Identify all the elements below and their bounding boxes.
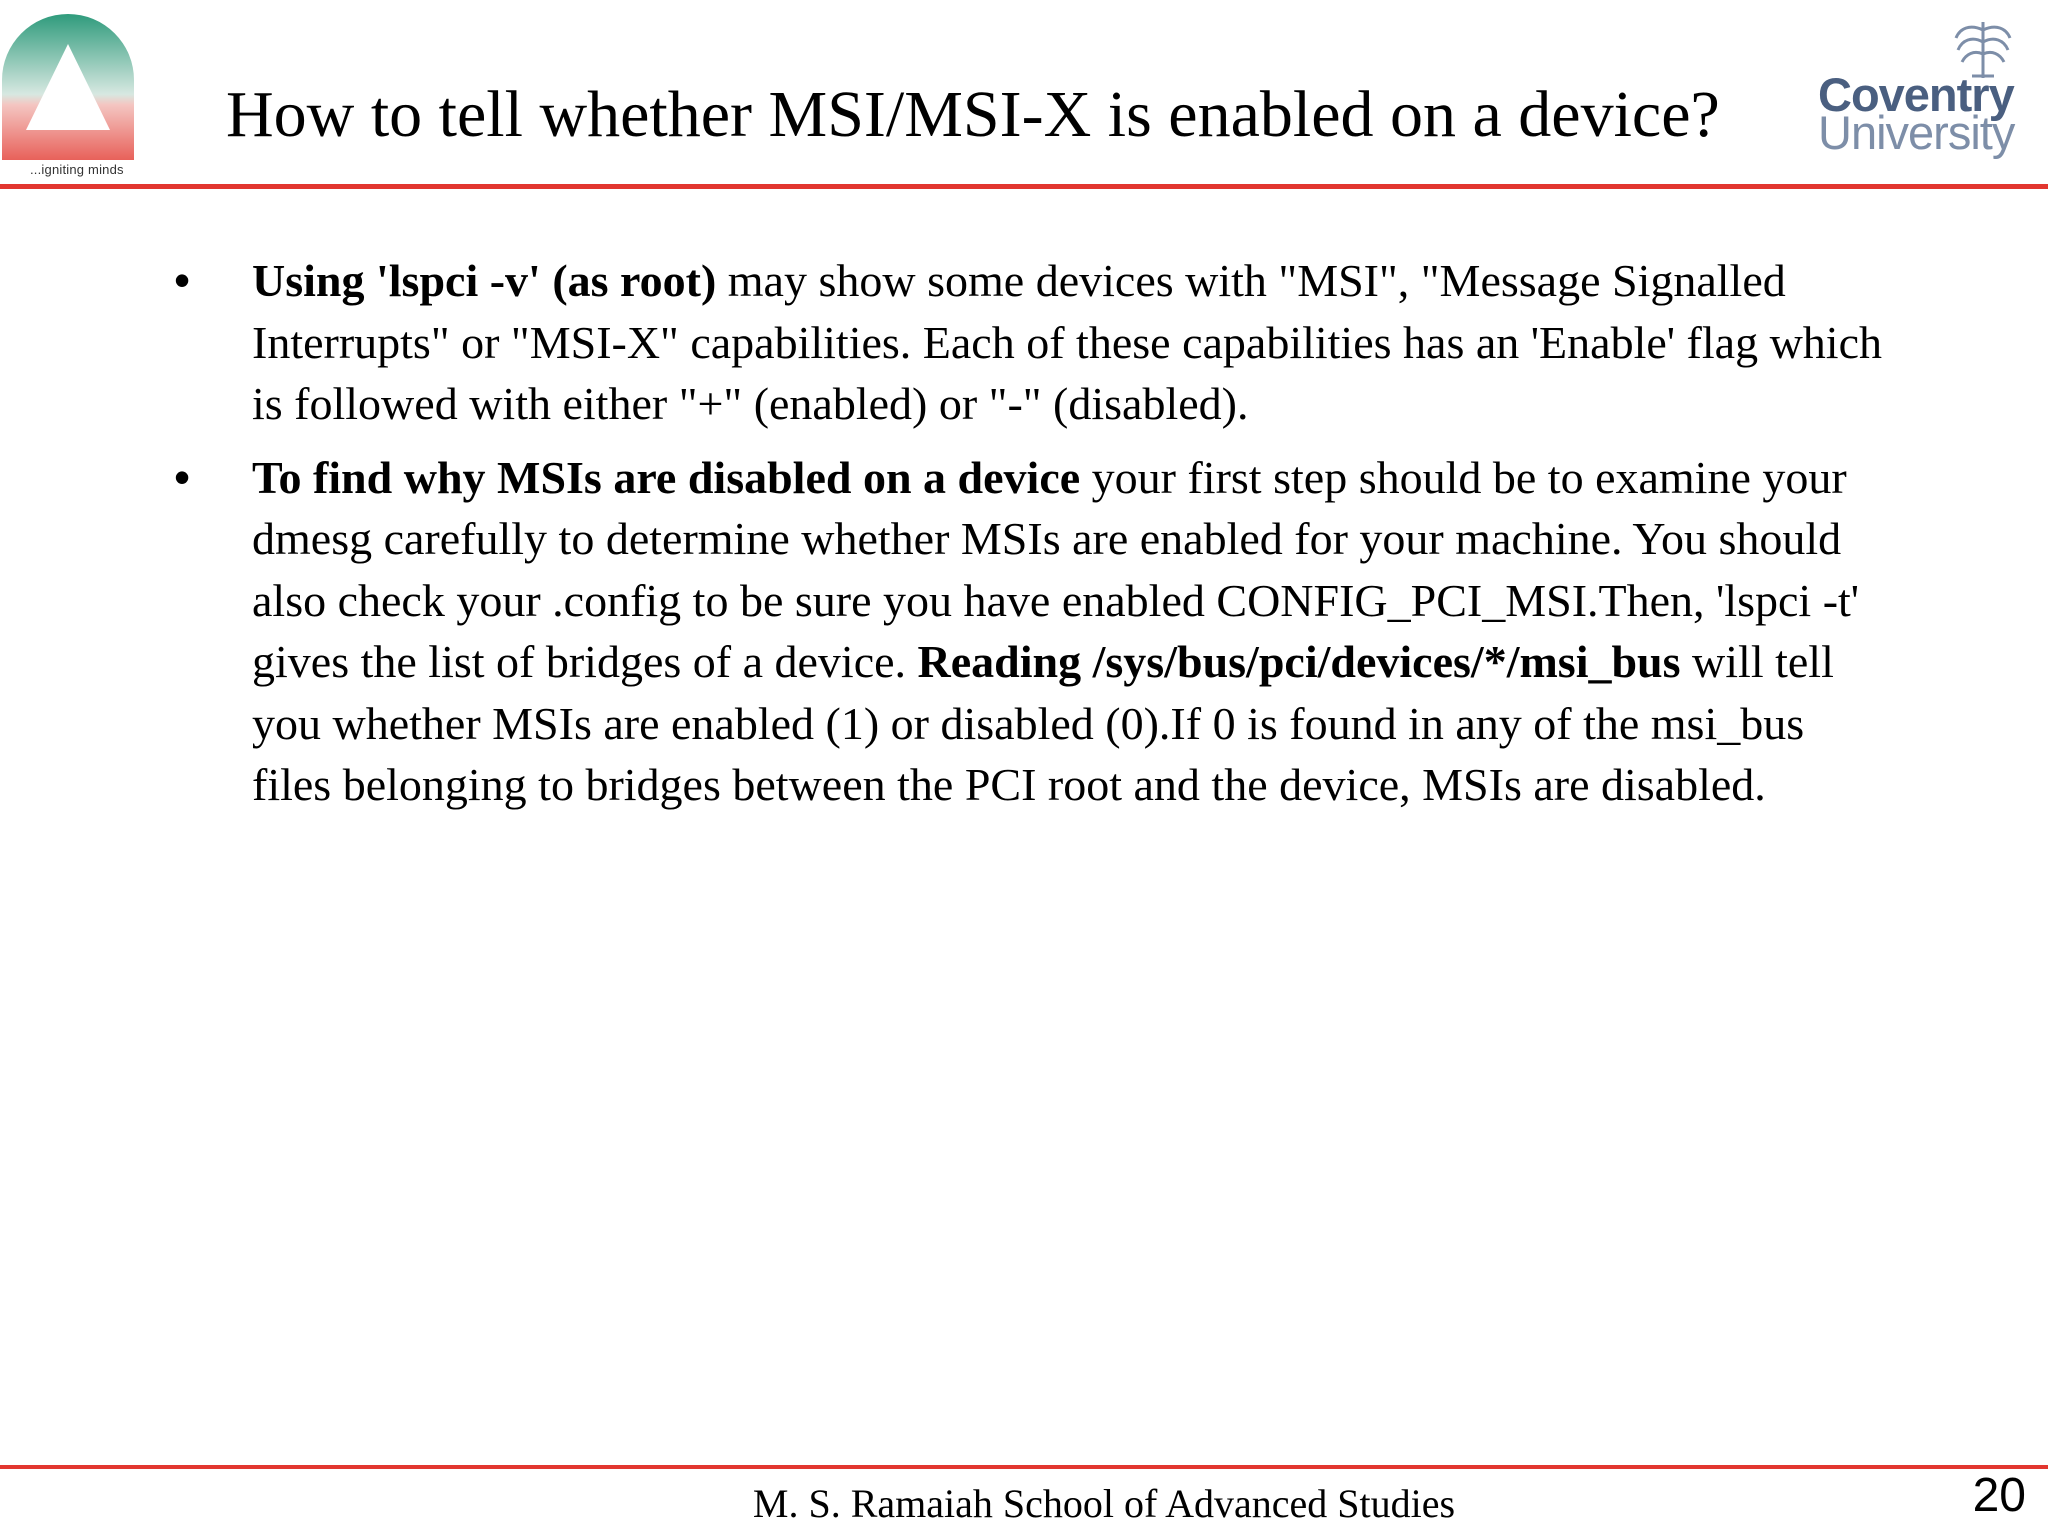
bullet-text-continued: will tell you whether MSIs are enabled (1) or disabled (0).If 0 is found in any of the msi_bus files belonging to bridges between the PCI root and the device, MSIs are disabled. <box>252 636 1834 810</box>
slide-title: How to tell whether MSI/MSI-X is enabled on a device? <box>226 78 1720 151</box>
bullet-bold-lead: Using 'lspci -v' (as root) <box>252 255 717 306</box>
bullet-icon: • <box>174 450 191 503</box>
bullet-icon: • <box>174 254 191 306</box>
bullet-text: your first step should be to examine your dmesg carefully to determine whether MSIs are enabled for your machine. You should also check your .config to be sure you have enabled CONFIG_PCI_MSI.Then, 'lspci -t' gives the list of bridges of a device. <box>252 451 1860 687</box>
bullet-text: may show some devices with "MSI", "Message Signalled Interrupts" or "MSI-X" capabilities. Each of these capabilities has an 'Enable' flag which is followed with either "+" (enabled) or "-" (disabled). <box>252 255 1882 429</box>
bullet-item <box>170 447 1890 816</box>
bullet-item <box>170 250 1890 435</box>
logo-tagline: ...igniting minds <box>30 162 124 177</box>
header-divider <box>0 184 2048 189</box>
partner-logo <box>1808 8 2018 158</box>
bullet-bold-lead: To find why MSIs are disabled on a device <box>252 451 1081 503</box>
footer-divider <box>0 1465 2048 1469</box>
page-number: 20 <box>1972 1469 2026 1522</box>
slide-body <box>170 250 1890 828</box>
logo-wordmark-line1: Coventry <box>1818 68 2014 121</box>
footer-institution: M. S. Ramaiah School of Advanced Studies <box>752 1481 1456 1526</box>
bullet-bold-inline: Reading /sys/bus/pci/devices/*/msi_bus <box>917 636 1681 687</box>
logo-wordmark-line2: University <box>1818 106 2015 159</box>
institution-logo <box>0 12 136 182</box>
logo-emblem-icon <box>0 12 136 162</box>
